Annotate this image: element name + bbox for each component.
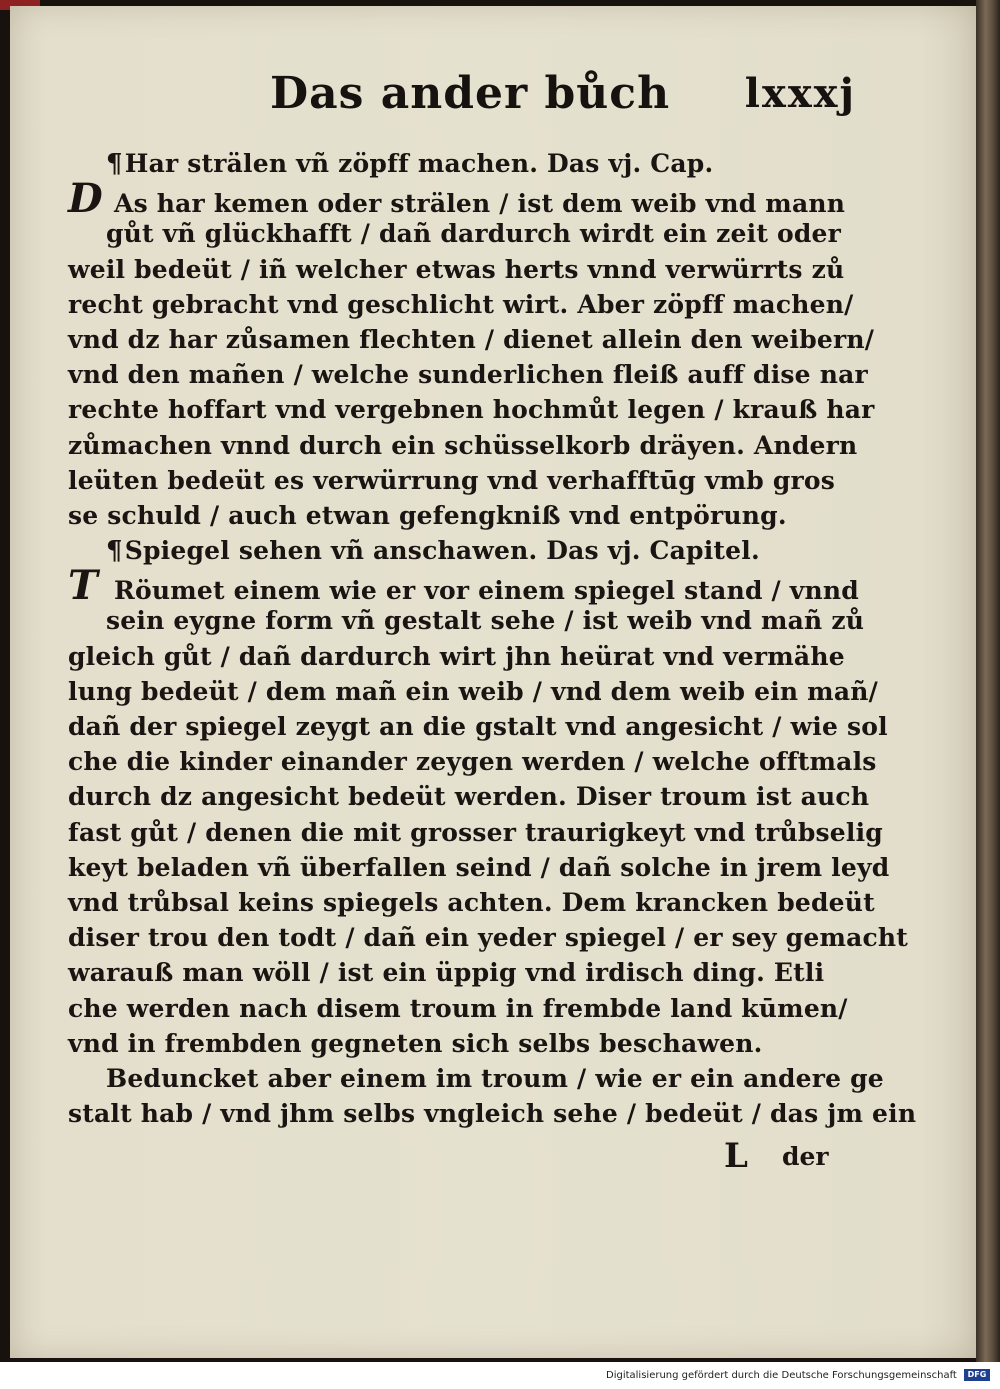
text-line: gůt vñ glückhafft / dañ dardurch wirdt ein zeit oder	[106, 219, 842, 249]
dfg-logo: DFG	[964, 1369, 990, 1381]
text-line: se schuld / auch etwan gefengkniß vnd entpörung.	[68, 500, 787, 530]
text-line: diser trou den todt / dañ ein yeder spiegel / er sey gemacht	[68, 923, 909, 953]
text-line: vnd in frembden gegneten sich selbs beschawen.	[68, 1028, 763, 1058]
text-block	[68, 146, 917, 1131]
book-spine	[976, 0, 1000, 1362]
text-line: Beduncket aber einem im troum / wie er ein andere ge	[106, 1063, 884, 1093]
text-line: che werden nach disem troum in frembde land kūmen/	[68, 993, 848, 1023]
text-line: gleich gůt / dañ dardurch wirt jhn heürat vnd vermähe	[68, 641, 845, 671]
pilcrow-icon: ¶	[106, 149, 123, 179]
page-title: Das ander bůch	[270, 68, 671, 119]
text-line: dañ der spiegel zeygt an die gstalt vnd angesicht / wie sol	[68, 712, 888, 741]
text-line: che die kinder einander zeygen werden / welche offtmals	[68, 747, 877, 777]
book-page	[10, 6, 978, 1358]
text-line: leüten bedeüt es verwürrung vnd verhafftūg vmb gros	[68, 465, 836, 495]
initial-letter: D	[68, 175, 103, 223]
text-line: vnd den mañen / welche sunderlichen fleiß auff dise nar	[68, 360, 868, 390]
text-line: warauß man wöll / ist ein üppig vnd irdisch ding. Etli	[68, 958, 825, 988]
text-line: sein eygne form vñ gestalt sehe / ist weib vnd mañ zů	[106, 606, 865, 636]
initial-letter: T	[68, 562, 98, 610]
text-line: T Röumet einem wie er vor einem spiegel stand / vnnd	[68, 562, 859, 610]
text-line: rechte hoffart vnd vergebnen hochmůt legen / krauß har	[68, 395, 875, 425]
text-line: durch dz angesicht bedeüt werden. Diser troum ist auch	[68, 782, 870, 812]
text-line: recht gebracht vnd geschlicht wirt. Aber zöpff machen/	[68, 289, 854, 319]
pilcrow-icon: ¶	[106, 536, 123, 567]
text-line: zůmachen vnnd durch ein schüsselkorb dräyen. Andern	[68, 430, 858, 460]
text-line: vnd trůbsal keins spiegels achten. Dem krancken bedeüt	[68, 887, 875, 917]
catchword: der	[782, 1142, 829, 1171]
text-line: keyt beladen vñ überfallen seind / dañ solche in jrem leyd	[68, 852, 890, 882]
catchword-line	[690, 1136, 850, 1176]
running-head	[270, 68, 870, 132]
footer-credit: Digitalisierung gefördert durch die Deutsche Forschungsgemeinschaft	[606, 1370, 957, 1381]
chapter-heading: ¶Har strälen vñ zöpff machen. Das vj. Cap.	[106, 149, 714, 179]
text-line: vnd dz har zůsamen flechten / dienet allein den weibern/	[68, 324, 875, 354]
chapter-heading: ¶Spiegel sehen vñ anschawen. Das vj. Capitel.	[106, 536, 760, 567]
folio-number: lxxxj	[744, 70, 856, 117]
text-line: lung bedeüt / dem mañ ein weib / vnd dem weib ein mañ/	[68, 676, 878, 706]
text-line: D As har kemen oder strälen / ist dem weib vnd mann	[68, 175, 846, 223]
text-line: weil bedeüt / iñ welcher etwas herts vnnd verwürrts zů	[68, 254, 845, 284]
signature-mark: L	[724, 1136, 748, 1176]
text-line: stalt hab / vnd jhm selbs vngleich sehe / bedeüt / das jm ein	[68, 1099, 917, 1129]
text-line: fast gůt / denen die mit grosser traurigkeyt vnd trůbselig	[68, 817, 883, 847]
